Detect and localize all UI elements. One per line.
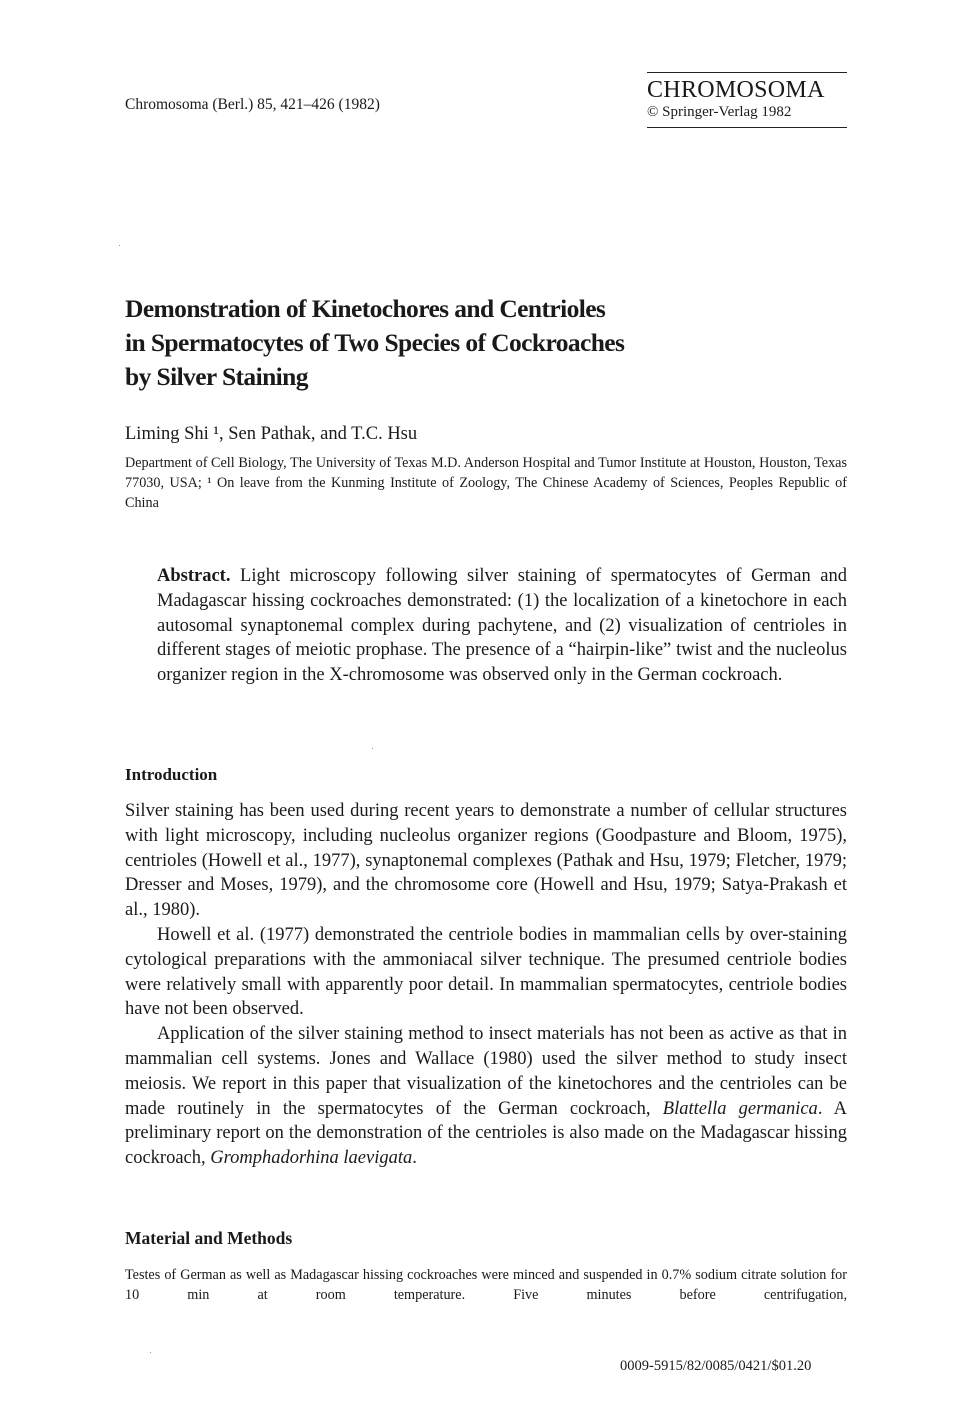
journal-citation: Chromosoma (Berl.) 85, 421–426 (1982) [125, 96, 380, 113]
species-name: Blattella germanica [662, 1098, 818, 1119]
scan-speck [372, 748, 373, 749]
scan-speck [119, 245, 120, 246]
methods-body: Testes of German as well as Madagascar hissing cockroaches were minced and suspended in 0.7% sodium citrate solution for 10 min at room temperature. Five minutes before centrifugation, [125, 1267, 847, 1303]
journal-masthead [647, 72, 847, 128]
abstract-text: Light microscopy following silver staining of spermatocytes of German and Madagascar hissing cockroaches demonstrated: (1) the localization of a kinetochore in each autosomal synaptonemal complex during pachytene, and (2) visualization of centrioles in different stages of meiotic prophase. The presence of a “hairpin-like” twist and the nucleolus organizer region in the X-chromosome was observed only in the German cockroach. [157, 566, 847, 686]
author-list: Liming Shi ¹, Sen Pathak, and T.C. Hsu [125, 424, 418, 444]
paragraph: Silver staining has been used during recent years to demonstrate a number of cellular structures with light microscopy, including nucleolus organizer regions (Goodpasture and Bloom, 1975), centrioles (Howell et al., 1977), synaptonemal complexes (Pathak and Hsu, 1979; Fletcher, 1979; Dresser and Moses, 1979), and the chromosome core (Howell and Hsu, 1979; Satya-Prakash et al., 1980). [125, 801, 847, 921]
journal-name: CHROMOSOMA [647, 77, 825, 103]
article-code: 0009-5915/82/0085/0421/$01.20 [620, 1358, 812, 1374]
paragraph [125, 1022, 847, 1171]
section-heading-introduction: Introduction [125, 765, 218, 784]
paragraph: Howell et al. (1977) demonstrated the centriole bodies in mammalian cells by over-staining cytological preparations with the ammoniacal silver technique. The presumed centriole bodies were relatively small with apparently poor detail. In mammalian spermatocytes, centriole bodies have not been observed. [125, 924, 847, 1020]
text-run: Application of the silver staining method to insect materials has not been as active as that in mammalian cell systems. Jones and Wallace (1980) used the silver method to study insect meiosis. We report in this paper that visualization of the kinetochores and the centrioles can be made routinely in the spermatocytes of the German cockroach, [125, 1024, 847, 1119]
section-heading-methods: Material and Methods [125, 1228, 293, 1248]
text-run: . [412, 1148, 417, 1169]
title-line: in Spermatocytes of Two Species of Cockroaches [125, 328, 625, 357]
author-affiliation: Department of Cell Biology, The University of Texas M.D. Anderson Hospital and Tumor Institute at Houston, Houston, Texas 77030, USA; ¹ On leave from the Kunming Institute of Zoology, The Chinese Academy of Sciences, Peoples Republic of China [125, 455, 847, 511]
scan-speck [150, 1352, 151, 1353]
title-line: by Silver Staining [125, 362, 308, 391]
species-name: Gromphadorhina laevigata [210, 1148, 413, 1169]
abstract [157, 564, 847, 688]
article-title [125, 292, 845, 394]
title-line: Demonstration of Kinetochores and Centrioles [125, 294, 606, 323]
text-run: . A preliminary report on the demonstration of the centrioles is also made on the Madagascar hissing cockroach, [125, 1098, 847, 1169]
copyright-notice: © Springer-Verlag 1982 [647, 104, 792, 120]
abstract-label: Abstract. [157, 566, 231, 586]
introduction-body [125, 799, 847, 1171]
